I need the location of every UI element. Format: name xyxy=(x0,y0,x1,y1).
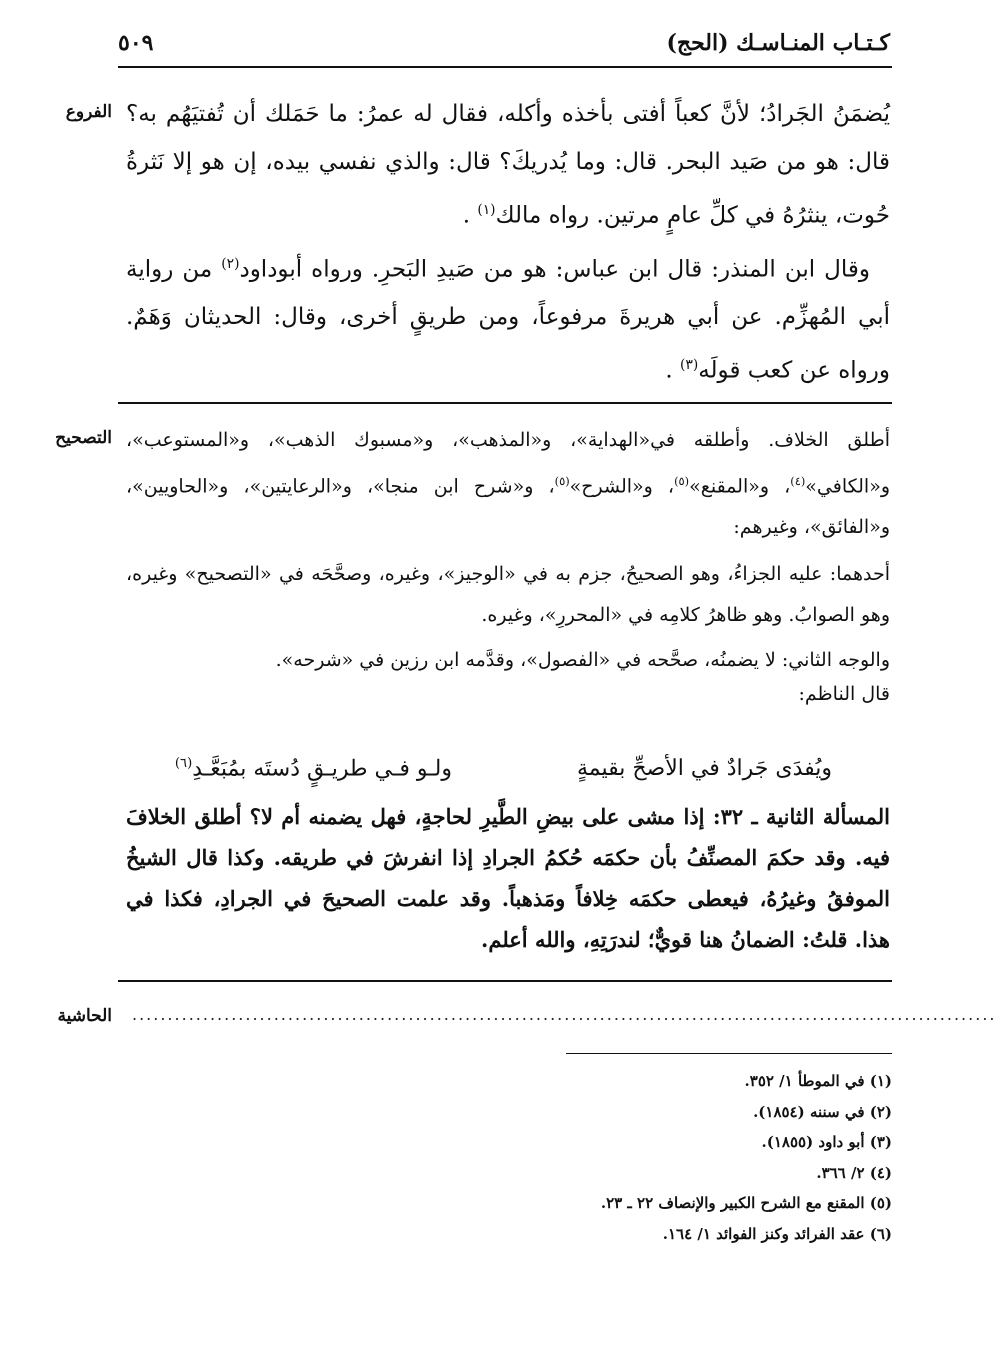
footnote-ref-4: (٤) xyxy=(790,474,806,488)
masala-paragraph xyxy=(126,796,890,960)
footnotes-list xyxy=(300,1066,892,1249)
tashih-text-1a: أطلق الخلاف. وأطلقه في«الهداية»، و«المذهب»، و«مسبوك الذهب»، و«المستوعب»، و«الكافي» xyxy=(126,429,890,498)
footnote-5: (٥) المقنع مع الشرح الكبير والإنصاف ٢٢ ـ ٢٣. xyxy=(600,1194,892,1212)
tashih-rule xyxy=(118,980,892,982)
footnote-ref-5: (٥) xyxy=(674,474,690,488)
furu-text-2: وقال ابن المنذر: قال ابن عباس: هو من صَيدِ البَحرِ. ورواه أبوداود xyxy=(239,256,870,283)
masala-title: المسألة الثانية ـ ٣٢: xyxy=(712,804,890,829)
furu-paragraph-1 xyxy=(126,90,890,240)
furu-section xyxy=(126,90,890,395)
furu-end-2: . xyxy=(665,357,673,384)
page-number: ٥٠٩ xyxy=(118,30,154,56)
verse-hemistich-2 xyxy=(175,756,452,781)
footnote-4: (٤) ٢/ ٣٦٦. xyxy=(816,1163,892,1182)
page-header xyxy=(118,26,890,66)
furu-text-2b: من رواية أبي المُهزِّم. عن أبي هريرةَ مرفوعاً، ومن طريقٍ أخرى، وقال: الحديثان وَهَمٌ. ورواه عن كعب قولَه xyxy=(126,256,890,384)
tashih-text-1d: ، و«شرح ابن منجا»، و«الرعايتين»، و«الحاويين»، و«الفائق»، وغيرهم: xyxy=(126,475,890,539)
footnote-ref-1: (١) xyxy=(477,202,496,218)
footnote-6: (٦) عقد الفرائد وكنز الفوائد ١/ ١٦٤. xyxy=(662,1224,892,1243)
tashih-section xyxy=(126,420,890,710)
label-tashih: التصحيح xyxy=(55,428,112,448)
furu-text-1: يُضمَنُ الجَرادُ؛ لأنَّ كعباً أفتى بأخذه وأكله، فقال له عمرُ: ما حَمَلك أن تُفتيَهُم به؟ قال: هو من صَيد البحر. قال: وما يُدريكَ؟ قال: والذي نفسي بيده، إن هو إلا نَثرةُ حُوت، ينثرُهُ في كلِّ عامٍ مرتين. رواه مالك xyxy=(126,101,890,229)
footnote-1: (١) في الموطأ ١/ ٣٥٢. xyxy=(744,1072,892,1090)
footnote-ref-6: (٦) xyxy=(174,756,193,771)
tashih-text-1b: ، و«المقنع» xyxy=(689,475,791,498)
footnote-rule xyxy=(566,1053,892,1054)
furu-end-1: . xyxy=(462,202,471,229)
tashih-paragraph-2: أحدهما: عليه الجزاءُ، وهو الصحيحُ، جزم به في «الوجيز»، وغيره، وصحَّحَه في «التصحيح» وغيره، وهو الصوابُ. وهو ظاهرُ كلامِه في «المحررِ»، وغيره. xyxy=(126,563,890,627)
footnote-ref-2: (٢) xyxy=(221,255,240,272)
label-furu: الفروع xyxy=(65,102,112,122)
tashih-paragraph-1 xyxy=(126,420,890,548)
header-rule xyxy=(118,66,892,68)
tashih-text-1c: ، و«الشرح» xyxy=(569,475,675,498)
tashih-paragraph-3: والوجه الثاني: لا يضمنُه، صحَّحه في «الفصول»، وقدَّمه ابن رزين في «شرحه». xyxy=(275,649,890,672)
running-title: كـتـاب المنـاسـك (الحج) xyxy=(666,30,890,56)
footnote-ref-5b: (٥) xyxy=(554,474,570,488)
masala-section xyxy=(126,796,890,960)
tashih-paragraph-4: قال الناظم: xyxy=(798,683,890,706)
furu-rule xyxy=(118,402,892,404)
verse-hemistich-2-text: ولـو فـي طريـقٍ دُستَه بمُبَعَّـدِ xyxy=(192,756,452,782)
verse-line xyxy=(126,750,890,798)
footnote-2: (٢) في سننه (١٨٥٤). xyxy=(753,1102,892,1121)
footnote-ref-3: (٣) xyxy=(680,357,699,374)
masala-text: إذا مشى على بيضِ الطَّيرِ لحاجةٍ، فهل يضمنه أم لا؟ أطلق الخلافَ فيه. وقد حكمَ المصنِّفُ بأن حكمَه حُكمُ الجرادِ إذا انفرشَ في طريقه. وكذا قال الشيخُ الموفقُ وغيرُهُ، فيعطى حكمَه خِلافاً ومَذهباً. وقد علمت الصحيحَ في الجرادِ، فكذا في هذا. قلتُ: الضمانُ هنا قويٌّ؛ لندرَتِهِ، والله أعلم. xyxy=(126,804,890,952)
footnote-3: (٣) أبو داود (١٨٥٥). xyxy=(761,1133,892,1151)
furu-paragraph-2 xyxy=(126,240,890,395)
hashiya-dotted-line: .......................................................................................................................... xyxy=(132,1005,996,1024)
verse-hemistich-1: ويُفدَى جَرادٌ في الأصحِّ بقيمةٍ xyxy=(576,756,832,781)
label-hashiya: الحاشية xyxy=(57,1006,112,1026)
